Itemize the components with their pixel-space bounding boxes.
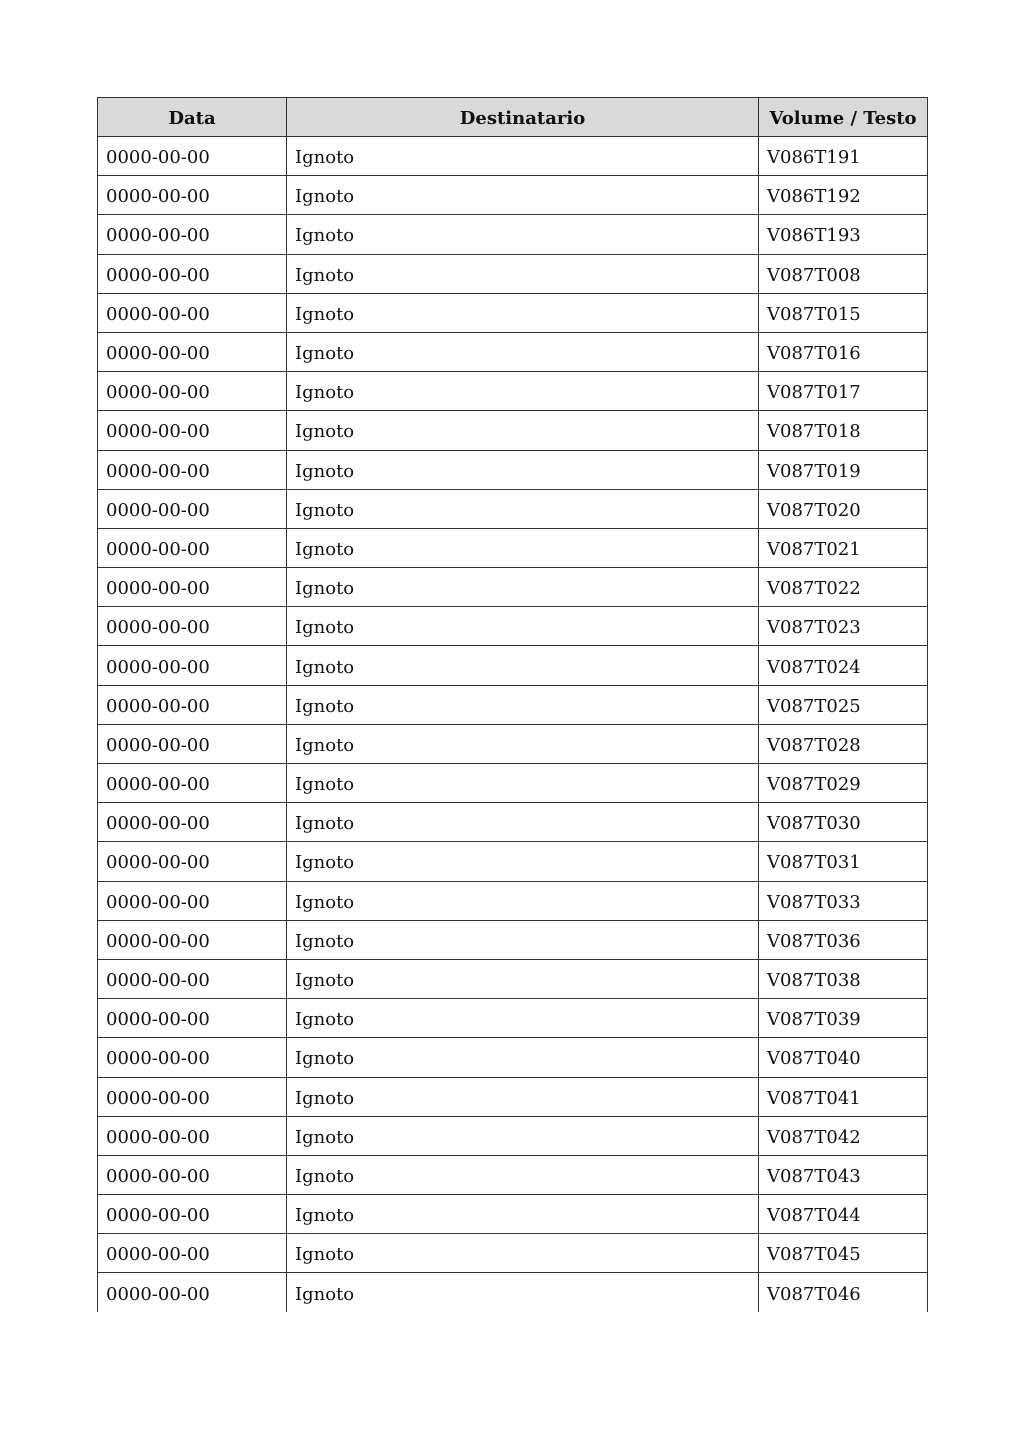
recipient-cell: Ignoto — [287, 1038, 759, 1077]
volume-text-cell: V087T020 — [759, 489, 928, 528]
recipient-cell: Ignoto — [287, 1155, 759, 1194]
date-cell: 0000-00-00 — [98, 254, 287, 293]
recipient-cell: Ignoto — [287, 724, 759, 763]
table-row — [98, 999, 928, 1038]
recipient-cell: Ignoto — [287, 411, 759, 450]
volume-text-cell: V087T024 — [759, 646, 928, 685]
recipient-cell: Ignoto — [287, 450, 759, 489]
volume-text-cell: V087T008 — [759, 254, 928, 293]
volume-text-cell: V086T192 — [759, 176, 928, 215]
date-cell: 0000-00-00 — [98, 528, 287, 567]
table-row — [98, 293, 928, 332]
header-recipient: Destinatario — [287, 98, 759, 137]
date-cell: 0000-00-00 — [98, 450, 287, 489]
date-cell: 0000-00-00 — [98, 920, 287, 959]
recipient-cell: Ignoto — [287, 528, 759, 567]
volume-text-cell: V087T017 — [759, 372, 928, 411]
table-row — [98, 1116, 928, 1155]
table-row — [98, 1077, 928, 1116]
recipient-cell: Ignoto — [287, 568, 759, 607]
volume-text-cell: V087T029 — [759, 764, 928, 803]
table-row — [98, 607, 928, 646]
table-row — [98, 803, 928, 842]
date-cell: 0000-00-00 — [98, 646, 287, 685]
volume-text-cell: V086T193 — [759, 215, 928, 254]
recipient-cell: Ignoto — [287, 1234, 759, 1273]
table-body — [98, 137, 928, 1313]
recipient-cell: Ignoto — [287, 489, 759, 528]
volume-text-cell: V087T028 — [759, 724, 928, 763]
recipient-cell: Ignoto — [287, 176, 759, 215]
date-cell: 0000-00-00 — [98, 685, 287, 724]
date-cell: 0000-00-00 — [98, 372, 287, 411]
date-cell: 0000-00-00 — [98, 959, 287, 998]
recipient-cell: Ignoto — [287, 254, 759, 293]
table-row — [98, 1155, 928, 1194]
date-cell: 0000-00-00 — [98, 1273, 287, 1312]
volume-text-cell: V087T030 — [759, 803, 928, 842]
date-cell: 0000-00-00 — [98, 1038, 287, 1077]
table-row — [98, 411, 928, 450]
table-header-row — [98, 98, 928, 137]
volume-text-cell: V087T043 — [759, 1155, 928, 1194]
table-row — [98, 1195, 928, 1234]
date-cell: 0000-00-00 — [98, 842, 287, 881]
table-row — [98, 764, 928, 803]
recipient-cell: Ignoto — [287, 1195, 759, 1234]
recipient-cell: Ignoto — [287, 803, 759, 842]
date-cell: 0000-00-00 — [98, 411, 287, 450]
date-cell: 0000-00-00 — [98, 881, 287, 920]
recipient-cell: Ignoto — [287, 372, 759, 411]
recipient-cell: Ignoto — [287, 215, 759, 254]
volume-text-cell: V087T031 — [759, 842, 928, 881]
date-cell: 0000-00-00 — [98, 176, 287, 215]
date-cell: 0000-00-00 — [98, 1234, 287, 1273]
table-row — [98, 959, 928, 998]
date-cell: 0000-00-00 — [98, 568, 287, 607]
date-cell: 0000-00-00 — [98, 215, 287, 254]
volume-text-cell: V087T042 — [759, 1116, 928, 1155]
date-cell: 0000-00-00 — [98, 607, 287, 646]
date-cell: 0000-00-00 — [98, 1077, 287, 1116]
date-cell: 0000-00-00 — [98, 1155, 287, 1194]
volume-text-cell: V087T023 — [759, 607, 928, 646]
table-row — [98, 1234, 928, 1273]
table-row — [98, 489, 928, 528]
recipient-cell: Ignoto — [287, 842, 759, 881]
table-row — [98, 1273, 928, 1312]
table-row — [98, 1038, 928, 1077]
header-volume-text: Volume / Testo — [759, 98, 928, 137]
table-row — [98, 332, 928, 371]
table-row — [98, 528, 928, 567]
table-row — [98, 685, 928, 724]
recipient-cell: Ignoto — [287, 137, 759, 176]
recipient-cell: Ignoto — [287, 607, 759, 646]
volume-text-cell: V087T025 — [759, 685, 928, 724]
volume-text-cell: V087T040 — [759, 1038, 928, 1077]
volume-text-cell: V087T041 — [759, 1077, 928, 1116]
table-row — [98, 215, 928, 254]
volume-text-cell: V087T046 — [759, 1273, 928, 1312]
recipient-cell: Ignoto — [287, 999, 759, 1038]
table-row — [98, 842, 928, 881]
volume-text-cell: V086T191 — [759, 137, 928, 176]
recipient-cell: Ignoto — [287, 685, 759, 724]
volume-text-cell: V087T018 — [759, 411, 928, 450]
table-row — [98, 724, 928, 763]
volume-text-cell: V087T045 — [759, 1234, 928, 1273]
table-row — [98, 137, 928, 176]
volume-text-cell: V087T036 — [759, 920, 928, 959]
volume-text-cell: V087T039 — [759, 999, 928, 1038]
date-cell: 0000-00-00 — [98, 724, 287, 763]
recipient-cell: Ignoto — [287, 920, 759, 959]
table-row — [98, 568, 928, 607]
table-row — [98, 176, 928, 215]
date-cell: 0000-00-00 — [98, 489, 287, 528]
volume-text-cell: V087T038 — [759, 959, 928, 998]
recipient-cell: Ignoto — [287, 764, 759, 803]
date-cell: 0000-00-00 — [98, 803, 287, 842]
header-date: Data — [98, 98, 287, 137]
date-cell: 0000-00-00 — [98, 293, 287, 332]
recipient-cell: Ignoto — [287, 1273, 759, 1312]
table-row — [98, 450, 928, 489]
volume-text-cell: V087T044 — [759, 1195, 928, 1234]
date-cell: 0000-00-00 — [98, 999, 287, 1038]
table-row — [98, 372, 928, 411]
date-cell: 0000-00-00 — [98, 137, 287, 176]
table-row — [98, 254, 928, 293]
table-row — [98, 881, 928, 920]
volume-text-cell: V087T019 — [759, 450, 928, 489]
date-cell: 0000-00-00 — [98, 1195, 287, 1234]
letters-table — [97, 97, 928, 1312]
recipient-cell: Ignoto — [287, 959, 759, 998]
date-cell: 0000-00-00 — [98, 1116, 287, 1155]
volume-text-cell: V087T015 — [759, 293, 928, 332]
volume-text-cell: V087T022 — [759, 568, 928, 607]
volume-text-cell: V087T021 — [759, 528, 928, 567]
volume-text-cell: V087T016 — [759, 332, 928, 371]
date-cell: 0000-00-00 — [98, 764, 287, 803]
table-row — [98, 920, 928, 959]
recipient-cell: Ignoto — [287, 881, 759, 920]
table-row — [98, 646, 928, 685]
recipient-cell: Ignoto — [287, 1116, 759, 1155]
volume-text-cell: V087T033 — [759, 881, 928, 920]
recipient-cell: Ignoto — [287, 332, 759, 371]
recipient-cell: Ignoto — [287, 293, 759, 332]
recipient-cell: Ignoto — [287, 646, 759, 685]
date-cell: 0000-00-00 — [98, 332, 287, 371]
recipient-cell: Ignoto — [287, 1077, 759, 1116]
